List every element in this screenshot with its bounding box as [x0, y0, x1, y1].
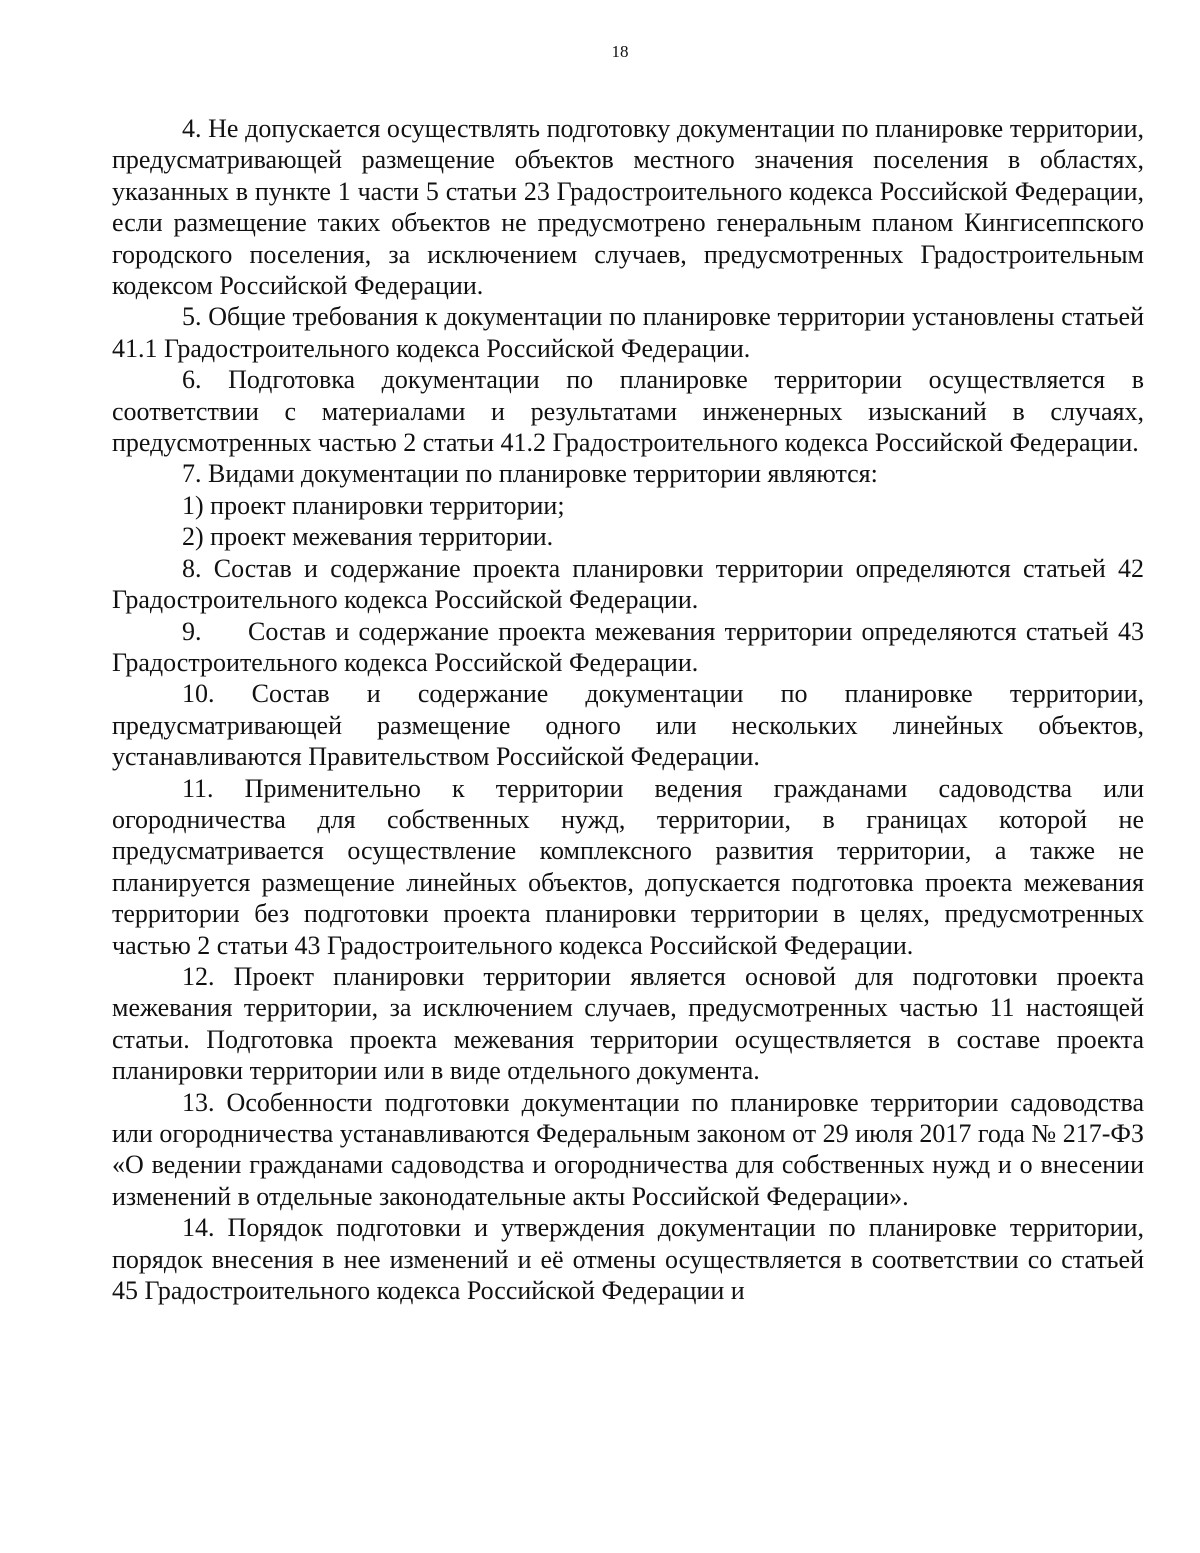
paragraph-8: 8. Состав и содержание проекта планировки территории определяются статьей 42 Градостроительного кодекса Российской Федерации.	[112, 553, 1144, 615]
paragraph-11: 11. Применительно к территории ведения гражданами садоводства или огородничества для собственных нужд, территории, в границах которой не предусматривается осуществление комплексного развития территории, а также не планируется размещение линейных объектов, допускается подготовка проекта межевания территории без подготовки проекта планировки территории в целях, предусмотренных частью 2 статьи 43 Градостроительного кодекса Российской Федерации.	[112, 773, 1144, 960]
paragraph-4: 4. Не допускается осуществлять подготовку документации по планировке территории, предусматривающей размещение объектов местного значения поселения в областях, указанных в пункте 1 части 5 статьи 23 Градостроительного кодекса Российской Федерации, если размещение таких объектов не предусмотрено генеральным планом Кингисеппского городского поселения, за исключением случаев, предусмотренных Градостроительным кодексом Российской Федерации.	[112, 114, 1144, 301]
document-body	[112, 113, 1144, 1306]
paragraph-5: 5. Общие требования к документации по планировке территории установлены статьей 41.1 Градостроительного кодекса Российской Федерации.	[112, 302, 1144, 363]
paragraph-10: 10. Состав и содержание документации по планировке территории, предусматривающей размещение одного или нескольких линейных объектов, устанавливаются Правительством Российской Федерации.	[112, 679, 1144, 772]
paragraph-14: 14. Порядок подготовки и утверждения документации по планировке территории, порядок внесения в нее изменений и её отмены осуществляется в соответствии со статьей 45 Градостроительного кодекса Российской Федерации и	[112, 1213, 1144, 1306]
paragraph-9: 9. Состав и содержание проекта межевания территории определяются статьей 43 Градостроительного кодекса Российской Федерации.	[112, 616, 1144, 677]
paragraph-7-item-1: 1) проект планировки территории;	[182, 490, 565, 520]
paragraph-7-item-2: 2) проект межевания территории.	[182, 522, 554, 552]
paragraph-7: 7. Видами документации по планировке территории являются:	[182, 459, 878, 489]
paragraph-13: 13. Особенности подготовки документации по планировке территории садоводства или огородничества устанавливаются Федеральным законом от 29 июля 2017 года № 217-ФЗ «О ведении гражданами садоводства и огородничества для собственных нужд и о внесении изменений в отдельные законодательные акты Российской Федерации».	[112, 1087, 1144, 1211]
paragraph-6: 6. Подготовка документации по планировке территории осуществляется в соответствии с материалами и результатами инженерных изысканий в случаях, предусмотренных частью 2 статьи 41.2 Градостроительного кодекса Российской Федерации.	[112, 365, 1144, 458]
paragraph-12: 12. Проект планировки территории является основой для подготовки проекта межевания территории, за исключением случаев, предусмотренных частью 11 настоящей статьи. Подготовка проекта межевания территории осуществляется в составе проекта планировки территории или в виде отдельного документа.	[112, 961, 1144, 1086]
page-number: 18	[611, 42, 629, 61]
